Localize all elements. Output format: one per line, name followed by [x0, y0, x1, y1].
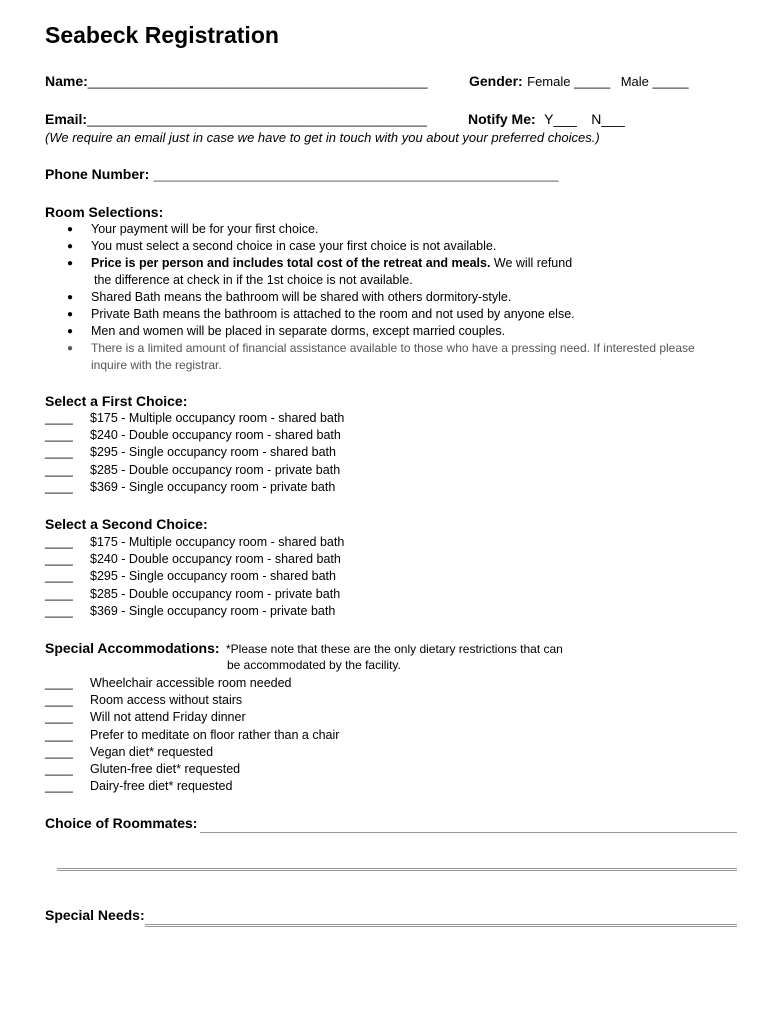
special-accommodations-header	[45, 640, 563, 658]
room-selections-heading: Room Selections:	[45, 204, 164, 220]
list-item: ● Private Bath means the bathroom is attached to the room and not used by anyone else.	[67, 306, 707, 323]
first-choice-option-369[interactable]: ____ $369 - Single occupancy room - private bath	[45, 479, 336, 494]
accommodation-no-stairs[interactable]: ____ Room access without stairs	[45, 693, 243, 708]
first-choice-heading: Select a First Choice:	[45, 393, 188, 409]
room-selections-list	[67, 221, 707, 374]
page-title: Seabeck Registration	[45, 22, 279, 48]
gender-female-option[interactable]: Female _____	[527, 74, 611, 89]
notify-field	[468, 111, 625, 129]
notify-label: Notify Me:	[468, 111, 536, 127]
phone-line[interactable]: ________________________________________________________	[153, 167, 559, 182]
accommodation-dairy-free[interactable]: ____ Dairy-free diet* requested	[45, 779, 233, 794]
list-item: ● You must select a second choice in case your first choice is not available.	[67, 238, 707, 255]
price-rest-text: We will refund	[490, 256, 573, 270]
list-item: ● There is a limited amount of financial assistance available to those who have a pressing need. If interested please	[67, 340, 707, 357]
price-bold-text: Price is per person and includes total cost of the retreat and meals.	[91, 256, 491, 270]
accommodation-gluten-free[interactable]: ____ Gluten-free diet* requested	[45, 761, 241, 776]
list-item: ● Your payment will be for your first choice.	[67, 221, 707, 238]
email-note: (We require an email just in case we have to get in touch with you about your preferred choices.)	[45, 130, 600, 145]
dietary-note-continuation: be accommodated by the facility.	[227, 658, 401, 672]
email-label: Email:	[45, 111, 88, 127]
email-row	[45, 111, 427, 129]
first-choice-option-240[interactable]: ____ $240 - Double occupancy room - shared bath	[45, 428, 341, 443]
dietary-note: *Please note that these are the only dietary restrictions that can	[225, 642, 563, 656]
roommates-line-2[interactable]	[57, 868, 737, 871]
phone-label: Phone Number:	[45, 166, 150, 182]
accommodation-no-friday-dinner[interactable]: ____ Will not attend Friday dinner	[45, 710, 246, 725]
second-choice-option-240[interactable]: ____ $240 - Double occupancy room - shared bath	[45, 552, 341, 567]
name-line[interactable]: _______________________________________________	[87, 74, 428, 89]
name-label: Name:	[45, 73, 88, 89]
special-needs-line[interactable]	[145, 924, 737, 927]
gender-label: Gender:	[469, 73, 523, 89]
phone-row	[45, 166, 559, 184]
gender-field	[469, 73, 689, 91]
list-item-continuation: inquire with the registrar.	[91, 358, 222, 372]
special-accommodations-heading: Special Accommodations:	[45, 640, 220, 656]
list-item-continuation: the difference at check in if the 1st choice is not available.	[94, 273, 413, 287]
accommodation-wheelchair[interactable]: ____ Wheelchair accessible room needed	[45, 676, 292, 690]
gender-male-option[interactable]: Male _____	[620, 74, 689, 89]
roommates-label: Choice of Roommates:	[45, 815, 198, 831]
first-choice-option-175[interactable]: ____ $175 - Multiple occupancy room - shared bath	[45, 411, 345, 425]
special-needs-label: Special Needs:	[45, 907, 145, 923]
special-accommodations-options	[45, 675, 339, 795]
notify-no-option[interactable]: N___	[591, 111, 625, 127]
first-choice-option-285[interactable]: ____ $285 - Double occupancy room - private bath	[45, 462, 341, 477]
first-choice-option-295[interactable]: ____ $295 - Single occupancy room - shared bath	[45, 445, 336, 460]
list-item: ● Shared Bath means the bathroom will be shared with others dormitory-style.	[67, 289, 707, 306]
first-choice-options	[45, 410, 344, 496]
second-choice-option-285[interactable]: ____ $285 - Double occupancy room - private bath	[45, 586, 341, 601]
email-line[interactable]: _______________________________________________	[87, 112, 427, 127]
roommates-line-1[interactable]	[200, 832, 737, 833]
list-item	[67, 255, 707, 272]
notify-yes-option[interactable]: Y___	[544, 111, 577, 127]
second-choice-heading: Select a Second Choice:	[45, 516, 208, 532]
second-choice-option-295[interactable]: ____ $295 - Single occupancy room - shared bath	[45, 569, 336, 584]
second-choice-options	[45, 534, 344, 620]
accommodation-vegan[interactable]: ____ Vegan diet* requested	[45, 744, 214, 759]
name-row	[45, 73, 428, 91]
second-choice-option-175[interactable]: ____ $175 - Multiple occupancy room - shared bath	[45, 535, 345, 549]
list-item: ● Men and women will be placed in separate dorms, except married couples.	[67, 323, 707, 340]
accommodation-meditate-floor[interactable]: ____ Prefer to meditate on floor rather than a chair	[45, 727, 340, 742]
second-choice-option-369[interactable]: ____ $369 - Single occupancy room - private bath	[45, 603, 336, 618]
